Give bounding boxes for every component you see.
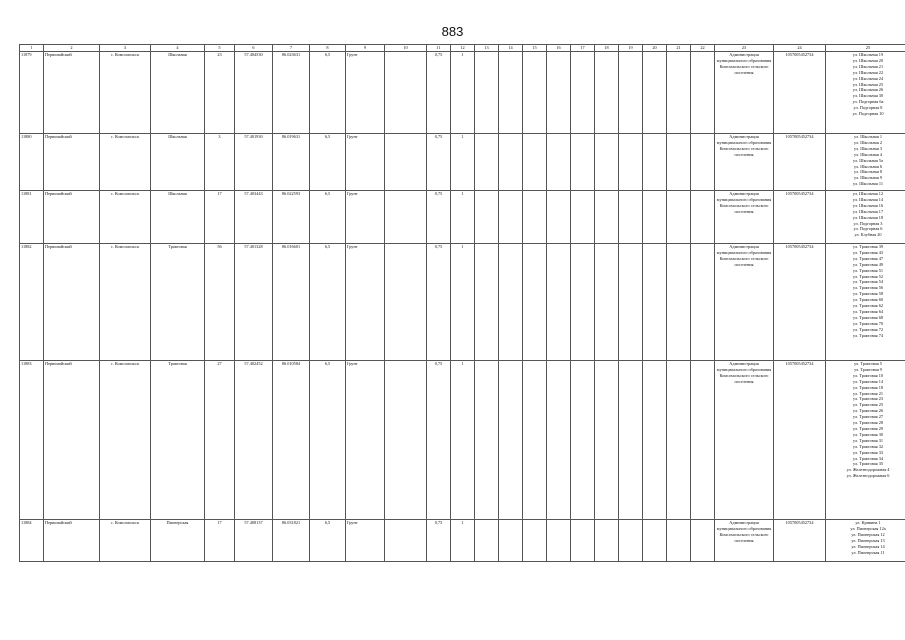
empty-cell	[385, 191, 427, 244]
table-row	[20, 134, 905, 191]
value-cell: 0,75	[427, 52, 451, 134]
col-header: 5	[205, 45, 235, 52]
address-item: ул. Трактовая 29	[853, 425, 883, 431]
empty-cell	[547, 244, 571, 361]
row-id-cell: 11881	[20, 191, 44, 244]
address-item: ул. Подгорная 6а	[852, 99, 884, 105]
empty-cell	[385, 361, 427, 520]
address-item: ул. Трактовая 62	[853, 303, 883, 309]
empty-cell	[523, 361, 547, 520]
empty-cell	[547, 52, 571, 134]
district-cell: Первомайский	[44, 244, 100, 361]
empty-cell	[595, 520, 619, 562]
owner-cell: Администрация муниципального образования Комсомольского сельского поселения	[715, 191, 774, 244]
col-header: 21	[667, 45, 691, 52]
address-item: ул. Школьная 2	[853, 139, 883, 145]
empty-cell	[595, 361, 619, 520]
address-item: ул. Школьная 1	[853, 134, 883, 139]
address-item: ул. Школьная 12	[852, 191, 884, 196]
street-cell: Школьная	[151, 134, 205, 191]
empty-cell	[667, 134, 691, 191]
col-header: 1	[20, 45, 44, 52]
empty-cell	[547, 134, 571, 191]
address-item: ул. Трактовая 43	[853, 249, 883, 255]
address-item: ул. Подгорная 6	[853, 226, 883, 232]
empty-cell	[643, 191, 667, 244]
address-item: ул. Трактовая 26	[853, 408, 883, 414]
address-item: ул. Трактовая 49	[853, 261, 883, 267]
owner-cell: Администрация муниципального образования Комсомольского сельского поселения	[715, 52, 774, 134]
address-item: ул. Школьная 20	[852, 57, 884, 63]
col-header: 3	[100, 45, 151, 52]
empty-cell	[385, 52, 427, 134]
surface-cell: Грунт	[346, 191, 385, 244]
table-row	[20, 244, 905, 361]
col-header: 6	[235, 45, 273, 52]
address-item: ул. Пионерская 13	[851, 537, 885, 543]
address-item: ул. Железнодорожная 4	[846, 467, 890, 473]
address-item: ул. Трактовая 18	[853, 384, 883, 390]
address-item: ул. Школьная 18	[852, 214, 884, 220]
address-item: ул. Пионерская 12	[851, 531, 885, 537]
empty-cell	[595, 244, 619, 361]
table-row	[20, 361, 905, 520]
col-header: 4	[151, 45, 205, 52]
address-item: ул. Трактовая 47	[853, 255, 883, 261]
address-item: ул. Школьная 17	[852, 208, 884, 214]
value-cell: 0,75	[427, 134, 451, 191]
longitude-cell: 86.010584	[273, 361, 310, 520]
empty-cell	[619, 520, 643, 562]
width-cell: 6,5	[310, 52, 346, 134]
empty-cell	[691, 244, 715, 361]
district-cell: Первомайский	[44, 134, 100, 191]
address-list-cell	[826, 191, 905, 244]
empty-cell	[643, 52, 667, 134]
count-cell: 1	[451, 134, 475, 191]
street-cell: Пионерская	[151, 520, 205, 562]
latitude-cell: 57.404530	[235, 52, 273, 134]
district-cell: Первомайский	[44, 361, 100, 520]
house-cell: 27	[205, 361, 235, 520]
empty-cell	[619, 52, 643, 134]
address-item: ул. Школьная 26	[852, 87, 884, 93]
empty-cell	[643, 520, 667, 562]
street-cell: Трактовая	[151, 361, 205, 520]
header-row	[20, 45, 905, 52]
house-cell: 17	[205, 520, 235, 562]
empty-cell	[571, 52, 595, 134]
empty-cell	[619, 361, 643, 520]
empty-cell	[547, 520, 571, 562]
empty-cell	[595, 52, 619, 134]
col-header: 15	[523, 45, 547, 52]
col-header: 16	[547, 45, 571, 52]
empty-cell	[643, 361, 667, 520]
address-item: ул. Школьная 22	[852, 69, 884, 75]
address-item: ул. Трактовая 5	[854, 361, 882, 366]
page-number: 883	[441, 24, 464, 39]
empty-cell	[499, 134, 523, 191]
width-cell: 6,5	[310, 134, 346, 191]
settlement-cell: с. Комсомольск	[100, 134, 151, 191]
surface-cell: Грунт	[346, 520, 385, 562]
col-header: 23	[715, 45, 774, 52]
address-item: ул. Трактовая 21	[853, 390, 883, 396]
house-cell: 56	[205, 244, 235, 361]
address-item: ул. Трактовая 56	[853, 285, 883, 291]
empty-cell	[667, 52, 691, 134]
district-cell: Первомайский	[44, 520, 100, 562]
empty-cell	[385, 520, 427, 562]
street-cell: Школьная	[151, 52, 205, 134]
address-item: ул. Школьная 14	[852, 196, 884, 202]
row-id-cell: 11883	[20, 361, 44, 520]
district-cell: Первомайский	[44, 191, 100, 244]
address-item: ул. Трактовая 54	[853, 279, 883, 285]
owner-cell: Администрация муниципального образования Комсомольского сельского поселения	[715, 244, 774, 361]
empty-cell	[475, 520, 499, 562]
empty-cell	[691, 520, 715, 562]
empty-cell	[571, 520, 595, 562]
empty-cell	[619, 191, 643, 244]
empty-cell	[547, 191, 571, 244]
row-id-cell: 11884	[20, 520, 44, 562]
col-header: 22	[691, 45, 715, 52]
empty-cell	[523, 520, 547, 562]
empty-cell	[499, 52, 523, 134]
empty-cell	[691, 134, 715, 191]
address-item: ул. Школьная 24	[852, 75, 884, 81]
value-cell: 0,75	[427, 244, 451, 361]
address-item: ул. Трактовая 51	[853, 267, 883, 273]
width-cell: 6,5	[310, 244, 346, 361]
longitude-cell: 86.022593	[273, 191, 310, 244]
empty-cell	[523, 191, 547, 244]
empty-cell	[667, 520, 691, 562]
address-item: ул. Трактовая 64	[853, 308, 883, 314]
empty-cell	[691, 191, 715, 244]
address-item: ул. Трактовая 34	[853, 455, 883, 461]
table-row	[20, 520, 905, 562]
empty-cell	[667, 361, 691, 520]
latitude-cell: 57.408137	[235, 520, 273, 562]
count-cell: 1	[451, 361, 475, 520]
ogrn-cell: 1057005452734	[774, 134, 826, 191]
empty-cell	[571, 134, 595, 191]
empty-cell	[523, 134, 547, 191]
address-item: ул. Школьная 19	[852, 52, 884, 57]
table-body	[20, 52, 905, 562]
empty-cell	[619, 134, 643, 191]
address-item: ул. Подгорная 3	[853, 220, 883, 226]
empty-cell	[571, 244, 595, 361]
address-item: ул. Школьная 4	[853, 151, 883, 157]
width-cell: 6,5	[310, 361, 346, 520]
surface-cell: Грунт	[346, 134, 385, 191]
latitude-cell: 57.401930	[235, 134, 273, 191]
address-item: ул. Трактовая 60	[853, 297, 883, 303]
address-item: ул. Школьная 16	[852, 202, 884, 208]
empty-cell	[475, 244, 499, 361]
address-item: ул. Школьная 6	[853, 163, 883, 169]
empty-cell	[571, 361, 595, 520]
address-item: ул. Трактовая 27	[853, 414, 883, 420]
address-list-cell	[826, 520, 905, 562]
address-item: ул. Трактовая 14	[853, 378, 883, 384]
latitude-cell: 57.402452	[235, 361, 273, 520]
address-item: ул. Школьная 30	[852, 93, 884, 99]
address-item: ул. Пионерская 11	[851, 549, 885, 555]
address-item: ул. Подгорная 10	[852, 111, 884, 117]
address-item: ул. Трактовая 10	[853, 372, 883, 378]
col-header: 18	[595, 45, 619, 52]
col-header: 12	[451, 45, 475, 52]
col-header: 13	[475, 45, 499, 52]
settlement-cell: с. Комсомольск	[100, 244, 151, 361]
col-header: 8	[310, 45, 346, 52]
empty-cell	[571, 191, 595, 244]
address-list-cell	[826, 361, 905, 520]
col-header: 24	[774, 45, 826, 52]
empty-cell	[499, 361, 523, 520]
address-item: ул. Трактовая 58	[853, 291, 883, 297]
value-cell: 0,75	[427, 520, 451, 562]
owner-cell: Администрация муниципального образования Комсомольского сельского поселения	[715, 134, 774, 191]
address-item: ул. Школьная 21	[852, 63, 884, 69]
empty-cell	[385, 244, 427, 361]
empty-cell	[499, 191, 523, 244]
empty-cell	[385, 134, 427, 191]
empty-cell	[691, 361, 715, 520]
address-list-cell	[826, 244, 905, 361]
owner-cell: Администрация муниципального образования Комсомольского сельского поселения	[715, 361, 774, 520]
ogrn-cell: 1057005452734	[774, 361, 826, 520]
address-item: ул. Школьная 25	[852, 81, 884, 87]
address-item: ул. Подгорная 8	[853, 105, 883, 111]
width-cell: 6,5	[310, 520, 346, 562]
table-row	[20, 191, 905, 244]
empty-cell	[547, 361, 571, 520]
surface-cell: Грунт	[346, 52, 385, 134]
col-header: 7	[273, 45, 310, 52]
address-item: ул. Кривина 1	[855, 520, 881, 525]
empty-cell	[643, 244, 667, 361]
col-header: 14	[499, 45, 523, 52]
empty-cell	[523, 244, 547, 361]
address-item: ул. Трактовая 25	[853, 402, 883, 408]
address-item: ул. Школьная 9	[853, 175, 883, 181]
address-item: ул. Трактовая 23	[853, 396, 883, 402]
value-cell: 0,75	[427, 191, 451, 244]
empty-cell	[499, 520, 523, 562]
street-cell: Школьная	[151, 191, 205, 244]
ogrn-cell: 1057005452734	[774, 244, 826, 361]
table-row	[20, 52, 905, 134]
address-item: ул. Трактовая 39	[853, 244, 883, 249]
empty-cell	[691, 52, 715, 134]
address-item: ул. Школьная 11	[852, 181, 884, 187]
col-header: 11	[427, 45, 451, 52]
address-item: ул. Трактовая 70	[853, 320, 883, 326]
value-cell: 0,75	[427, 361, 451, 520]
empty-cell	[643, 134, 667, 191]
street-cell: Трактовая	[151, 244, 205, 361]
address-item: ул. Школьная 3	[853, 145, 883, 151]
address-item: ул. Трактовая 33	[853, 449, 883, 455]
address-item: ул. Трактовая 35	[853, 461, 883, 467]
longitude-cell: 86.019631	[273, 134, 310, 191]
row-id-cell: 11879	[20, 52, 44, 134]
count-cell: 1	[451, 191, 475, 244]
settlement-cell: с. Комсомольск	[100, 520, 151, 562]
address-item: ул. Железнодорожная 6	[846, 473, 890, 479]
house-cell: 3	[205, 134, 235, 191]
settlement-cell: с. Комсомольск	[100, 191, 151, 244]
row-id-cell: 11880	[20, 134, 44, 191]
empty-cell	[475, 361, 499, 520]
ogrn-cell: 1057005452734	[774, 191, 826, 244]
register-table	[19, 44, 905, 562]
address-item: ул. Трактовая 72	[853, 326, 883, 332]
empty-cell	[667, 191, 691, 244]
empty-cell	[595, 191, 619, 244]
empty-cell	[523, 52, 547, 134]
address-item: ул. Трактовая 9	[854, 366, 882, 372]
empty-cell	[595, 134, 619, 191]
longitude-cell: 86.031821	[273, 520, 310, 562]
address-item: ул. Пионерская 12а	[850, 525, 886, 531]
address-item: ул. Трактовая 52	[853, 273, 883, 279]
address-item: ул. Трактовая 32	[853, 443, 883, 449]
address-item: ул. Трактовая 31	[853, 437, 883, 443]
latitude-cell: 57.403443	[235, 191, 273, 244]
address-item: ул. Трактовая 68	[853, 314, 883, 320]
empty-cell	[475, 134, 499, 191]
empty-cell	[499, 244, 523, 361]
empty-cell	[667, 244, 691, 361]
row-id-cell: 11882	[20, 244, 44, 361]
empty-cell	[475, 191, 499, 244]
ogrn-cell: 1057005452734	[774, 520, 826, 562]
col-header: 9	[346, 45, 385, 52]
house-cell: 17	[205, 191, 235, 244]
address-item: ул. Клубная 20	[854, 232, 882, 238]
col-header: 20	[643, 45, 667, 52]
latitude-cell: 57.401328	[235, 244, 273, 361]
address-item: ул. Пионерская 14	[851, 543, 885, 549]
count-cell: 1	[451, 52, 475, 134]
surface-cell: Грунт	[346, 361, 385, 520]
house-cell: 23	[205, 52, 235, 134]
address-item: ул. Трактовая 28	[853, 420, 883, 426]
address-item: ул. Трактовая 30	[853, 431, 883, 437]
owner-cell: Администрация муниципального образования Комсомольского сельского поселения	[715, 520, 774, 562]
address-list-cell	[826, 52, 905, 134]
longitude-cell: 86.023631	[273, 52, 310, 134]
col-header: 10	[385, 45, 427, 52]
address-item: ул. Трактовая 74	[853, 332, 883, 338]
settlement-cell: с. Комсомольск	[100, 361, 151, 520]
empty-cell	[619, 244, 643, 361]
col-header: 17	[571, 45, 595, 52]
count-cell: 1	[451, 520, 475, 562]
ogrn-cell: 1057005452734	[774, 52, 826, 134]
col-header: 2	[44, 45, 100, 52]
longitude-cell: 86.016601	[273, 244, 310, 361]
address-item: ул. Школьная 8	[853, 169, 883, 175]
address-list-cell	[826, 134, 905, 191]
settlement-cell: с. Комсомольск	[100, 52, 151, 134]
address-item: ул. Школьная 5а	[853, 157, 883, 163]
col-header: 25	[826, 45, 905, 52]
width-cell: 6,5	[310, 191, 346, 244]
count-cell: 1	[451, 244, 475, 361]
empty-cell	[475, 52, 499, 134]
district-cell: Первомайский	[44, 52, 100, 134]
surface-cell: Грунт	[346, 244, 385, 361]
col-header: 19	[619, 45, 643, 52]
